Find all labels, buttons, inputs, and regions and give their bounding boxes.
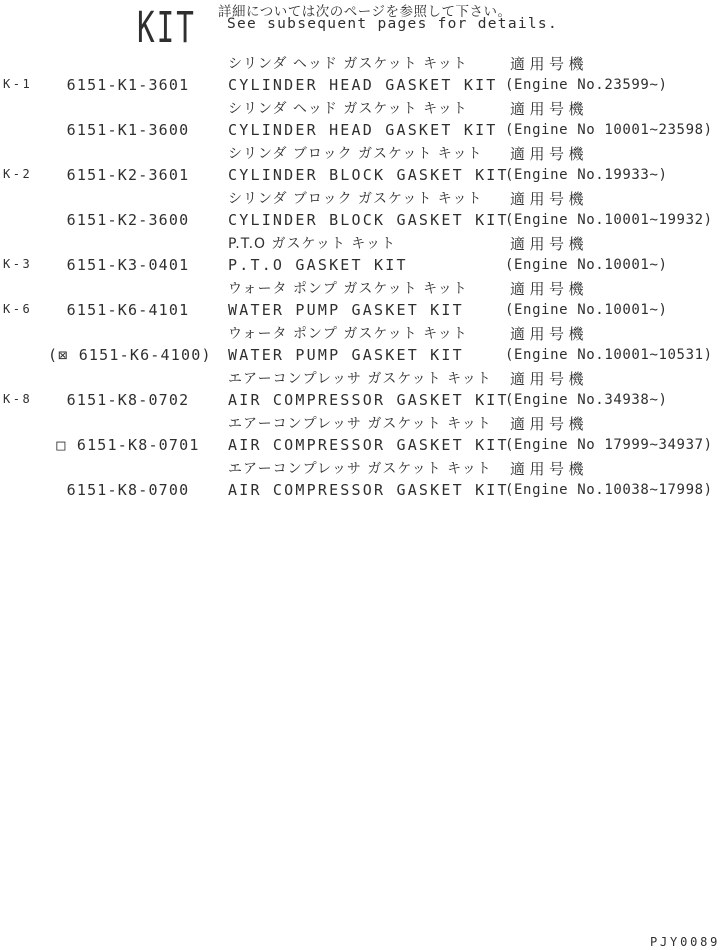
engine-serial-range: (Engine No.10001~10531) <box>505 347 713 363</box>
kit-row <box>0 282 723 327</box>
kit-name-english: AIR COMPRESSOR GASKET KIT <box>228 436 509 454</box>
kit-name-japanese: シリンダ ヘッド ガスケット キット <box>228 101 468 117</box>
kit-name-english: CYLINDER BLOCK GASKET KIT <box>228 166 509 184</box>
header-note-japanese: 詳細については次のページを参照して下さい。 <box>218 4 512 20</box>
ref-label: K-8 <box>3 392 33 406</box>
ref-label: K-2 <box>3 167 33 181</box>
kit-table <box>0 57 723 507</box>
kit-name-english: AIR COMPRESSOR GASKET KIT <box>228 391 509 409</box>
kit-name-english: WATER PUMP GASKET KIT <box>228 346 464 364</box>
engine-serial-range: (Engine No 17999~34937) <box>505 437 713 453</box>
kit-row <box>0 102 723 147</box>
kit-name-japanese: エアーコンプレッサ ガスケット キット <box>228 461 492 477</box>
engine-serial-range: (Engine No.34938~) <box>505 392 668 408</box>
kit-name-english: CYLINDER BLOCK GASKET KIT <box>228 211 509 229</box>
part-number: 6151-K8-0700 <box>66 481 190 499</box>
kit-row <box>0 372 723 417</box>
kit-row <box>0 147 723 192</box>
kit-row <box>0 237 723 282</box>
ref-label <box>0 212 48 237</box>
applicability-label-ja: 適用号機 <box>510 55 589 73</box>
header-note-english: See subsequent pages for details. <box>227 16 558 32</box>
applicability-label-ja: 適用号機 <box>510 145 589 163</box>
ref-label <box>0 122 48 147</box>
kit-name-english: P.T.O GASKET KIT <box>228 256 408 274</box>
part-number: 6151-K2-3601 <box>66 166 190 184</box>
engine-serial-range: (Engine No.10001~) <box>505 257 668 273</box>
applicability-label-ja: 適用号機 <box>510 325 589 343</box>
kit-row <box>0 462 723 507</box>
kit-row <box>0 192 723 237</box>
kit-name-japanese: P.T.O ガスケット キット <box>228 236 396 252</box>
part-number: 6151-K2-3600 <box>66 211 190 229</box>
engine-serial-range: (Engine No.19933~) <box>505 167 668 183</box>
kit-name-japanese: ウォータ ポンプ ガスケット キット <box>228 281 468 297</box>
kit-name-japanese: シリンダ ブロック ガスケット キット <box>228 146 483 162</box>
ref-label <box>0 347 48 372</box>
ref-label: K-6 <box>3 302 33 316</box>
part-number: □ 6151-K8-0701 <box>56 436 200 454</box>
part-number: 6151-K3-0401 <box>66 256 190 274</box>
kit-name-english: WATER PUMP GASKET KIT <box>228 301 464 319</box>
part-number: 6151-K1-3601 <box>66 76 190 94</box>
engine-serial-range: (Engine No.10001~) <box>505 302 668 318</box>
kit-name-japanese: シリンダ ヘッド ガスケット キット <box>228 56 468 72</box>
kit-name-english: AIR COMPRESSOR GASKET KIT <box>228 481 509 499</box>
kit-name-japanese: エアーコンプレッサ ガスケット キット <box>228 371 492 387</box>
kit-name-japanese: エアーコンプレッサ ガスケット キット <box>228 416 492 432</box>
part-number: 6151-K1-3600 <box>66 121 190 139</box>
engine-serial-range: (Engine No 10001~23598) <box>505 122 713 138</box>
page-code: PJY0089 <box>650 935 721 949</box>
kit-name-english: CYLINDER HEAD GASKET KIT <box>228 121 498 139</box>
applicability-label-ja: 適用号機 <box>510 235 589 253</box>
applicability-label-ja: 適用号機 <box>510 415 589 433</box>
page-title: KIT <box>137 3 196 53</box>
kit-name-japanese: シリンダ ブロック ガスケット キット <box>228 191 483 207</box>
engine-serial-range: (Engine No.23599~) <box>505 77 668 93</box>
kit-row <box>0 417 723 462</box>
ref-label: K-3 <box>3 257 33 271</box>
applicability-label-ja: 適用号機 <box>510 370 589 388</box>
kit-row <box>0 327 723 372</box>
ref-label: K-1 <box>3 77 33 91</box>
applicability-label-ja: 適用号機 <box>510 280 589 298</box>
applicability-label-ja: 適用号機 <box>510 100 589 118</box>
engine-serial-range: (Engine No.10001~19932) <box>505 212 713 228</box>
part-number: 6151-K6-4101 <box>66 301 190 319</box>
ref-label <box>0 482 48 507</box>
part-number: 6151-K8-0702 <box>66 391 190 409</box>
kit-name-japanese: ウォータ ポンプ ガスケット キット <box>228 326 468 342</box>
ref-label <box>0 437 48 462</box>
engine-serial-range: (Engine No.10038~17998) <box>505 482 713 498</box>
applicability-label-ja: 適用号機 <box>510 460 589 478</box>
kit-row <box>0 57 723 102</box>
kit-name-english: CYLINDER HEAD GASKET KIT <box>228 76 498 94</box>
applicability-label-ja: 適用号機 <box>510 190 589 208</box>
part-number: (⊠ 6151-K6-4100) <box>48 346 212 364</box>
